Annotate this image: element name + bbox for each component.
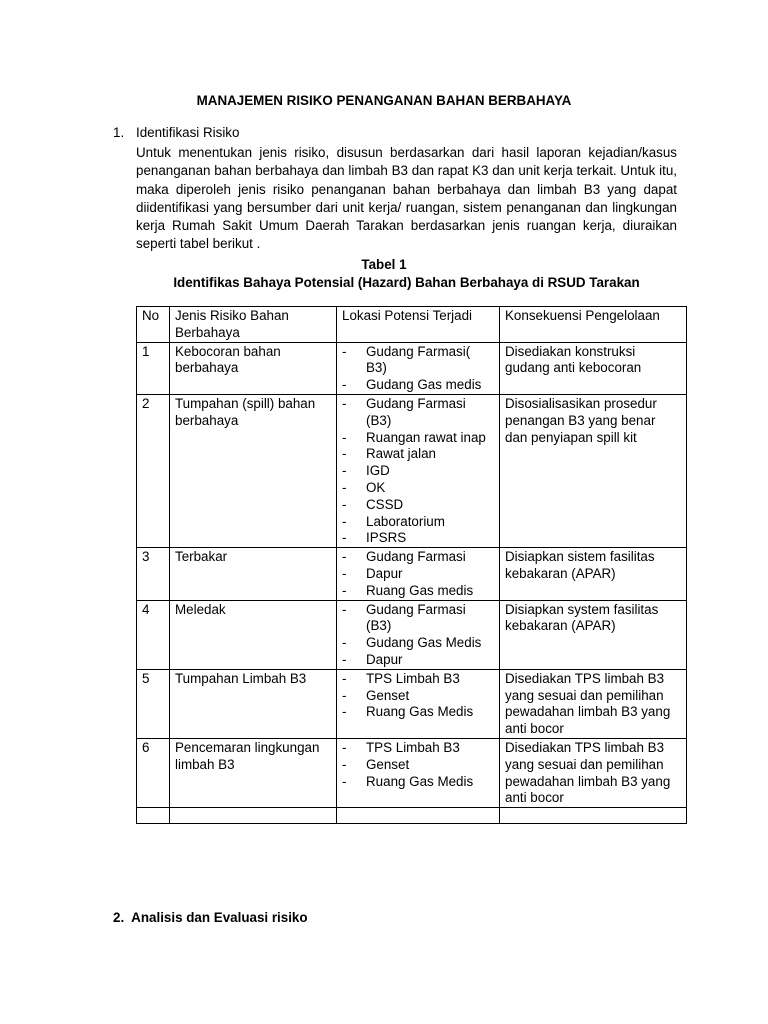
table-row xyxy=(137,548,687,600)
table-row xyxy=(137,600,687,669)
location-item: - Dapur xyxy=(366,652,494,669)
location-item: - Laboratorium xyxy=(366,514,494,531)
row-locations xyxy=(337,548,500,600)
location-item: - Ruang Gas medis xyxy=(366,583,494,600)
row-no: 5 xyxy=(137,669,170,738)
row-locations xyxy=(337,669,500,738)
location-item: - CSSD xyxy=(366,497,494,514)
section-1-paragraph: Untuk menentukan jenis risiko, disusun berdasarkan dari hasil laporan kejadian/kasus penanganan bahan berbahaya dan limbah B3 dan rapat K3 dan unit kerja terkait. Untuk itu, maka diperoleh jenis risiko penanganan bahan berbahaya dan limbah B3 yang dapat diidentifikasi yang bersumber dari unit kerja/ ruangan, sistem penanganan dan lingkungan kerja Rumah Sakit Umum Daerah Tarakan berdasarkan jenis ruangan kerja, diuraikan seperti tabel berikut . xyxy=(136,145,677,252)
row-consequence: Disediakan konstruksi gudang anti kebocoran xyxy=(500,342,687,394)
row-no: 4 xyxy=(137,600,170,669)
location-item: - IPSRS xyxy=(366,530,494,547)
row-no: 3 xyxy=(137,548,170,600)
location-item: - OK xyxy=(366,480,494,497)
table-caption-label: Tabel 1 xyxy=(361,257,407,272)
header-risk: Jenis Risiko Bahan Berbahaya xyxy=(170,307,337,343)
location-item: - Gudang Farmasi( B3) xyxy=(366,344,494,378)
location-item: - Gudang Farmasi (B3) xyxy=(366,396,494,430)
row-consequence: Disediakan TPS limbah B3 yang sesuai dan pemilihan pewadahan limbah B3 yang anti bocor xyxy=(500,738,687,807)
row-risk: Terbakar xyxy=(170,548,337,600)
row-no: 6 xyxy=(137,738,170,807)
document-title: MANAJEMEN RISIKO PENANGANAN BAHAN BERBAHAYA xyxy=(196,93,572,108)
row-no: 2 xyxy=(137,394,170,547)
location-item: - Dapur xyxy=(366,566,494,583)
row-consequence: Disediakan TPS limbah B3 yang sesuai dan pemilihan pewadahan limbah B3 yang anti bocor xyxy=(500,669,687,738)
table-caption-title: Identifikas Bahaya Potensial (Hazard) Bahan Berbahaya di RSUD Tarakan xyxy=(173,275,640,290)
header-no: No xyxy=(137,307,170,343)
table-row xyxy=(137,738,687,807)
location-item: - Genset xyxy=(366,688,494,705)
location-item: - Rawat jalan xyxy=(366,446,494,463)
table-row xyxy=(137,669,687,738)
table-header-row xyxy=(137,307,687,343)
row-locations xyxy=(337,600,500,669)
location-item: - TPS Limbah B3 xyxy=(366,671,494,688)
row-locations xyxy=(337,342,500,394)
location-item: - Gudang Farmasi (B3) xyxy=(366,602,494,636)
empty-cell xyxy=(500,808,687,824)
hazard-table xyxy=(136,306,687,824)
location-item: - Genset xyxy=(366,757,494,774)
empty-cell xyxy=(170,808,337,824)
row-consequence: Disosialisasikan prosedur penangan B3 yang benar dan penyiapan spill kit xyxy=(500,394,687,547)
location-item: - TPS Limbah B3 xyxy=(366,740,494,757)
row-consequence: Disiapkan sistem fasilitas kebakaran (APAR) xyxy=(500,548,687,600)
section-2-number: 2. xyxy=(113,910,125,925)
location-item: - Ruang Gas Medis xyxy=(366,704,494,721)
row-risk: Tumpahan (spill) bahan berbahaya xyxy=(170,394,337,547)
row-risk: Pencemaran lingkungan limbah B3 xyxy=(170,738,337,807)
section-2-heading-line xyxy=(113,910,308,925)
header-consequence: Konsekuensi Pengelolaan xyxy=(500,307,687,343)
location-item: - Gudang Gas Medis xyxy=(366,635,494,652)
table-row xyxy=(137,394,687,547)
section-2-heading: Analisis dan Evaluasi risiko xyxy=(131,910,308,925)
table-row xyxy=(137,342,687,394)
row-consequence: Disiapkan system fasilitas kebakaran (APAR) xyxy=(500,600,687,669)
location-item: - IGD xyxy=(366,463,494,480)
row-risk: Meledak xyxy=(170,600,337,669)
section-1-heading: Identifikasi Risiko xyxy=(136,125,240,140)
row-locations xyxy=(337,738,500,807)
row-risk: Tumpahan Limbah B3 xyxy=(170,669,337,738)
row-no: 1 xyxy=(137,342,170,394)
section-1-number: 1. xyxy=(113,125,125,140)
row-risk: Kebocoran bahan berbahaya xyxy=(170,342,337,394)
table-empty-row xyxy=(137,808,687,824)
location-item: - Ruangan rawat inap xyxy=(366,430,494,447)
header-location: Lokasi Potensi Terjadi xyxy=(337,307,500,343)
empty-cell xyxy=(337,808,500,824)
empty-cell xyxy=(137,808,170,824)
location-item: - Gudang Gas medis xyxy=(366,377,494,394)
location-item: - Ruang Gas Medis xyxy=(366,774,494,791)
location-item: - Gudang Farmasi xyxy=(366,549,494,566)
row-locations xyxy=(337,394,500,547)
